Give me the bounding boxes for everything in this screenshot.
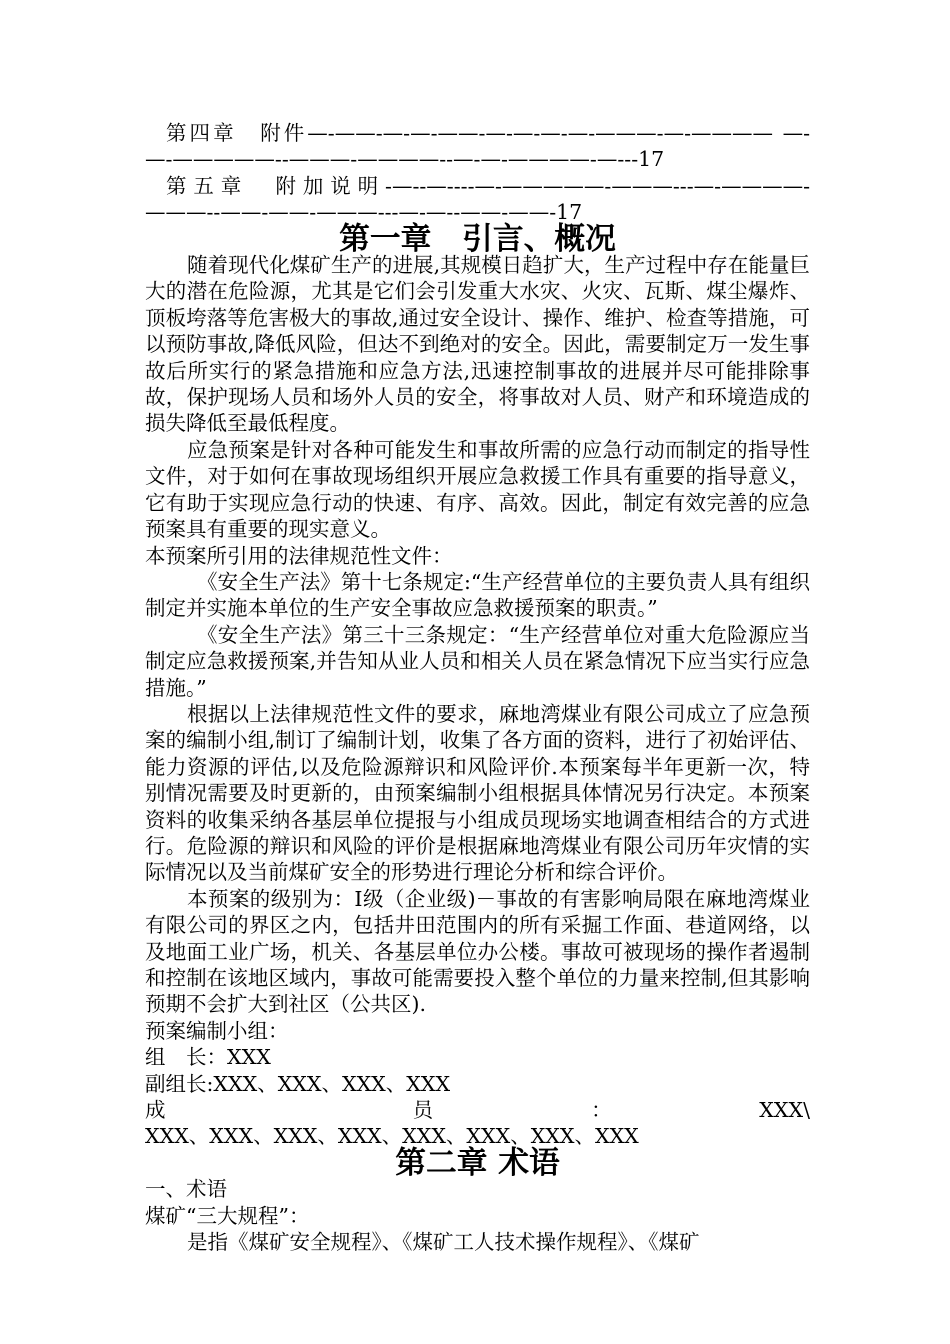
chapter-1-paragraph-3: 根据以上法律规范性文件的要求，麻地湾煤业有限公司成立了应急预案的编制小组,制订了编制计划，收集了各方面的资料，进行了初始评估、能力资源的评估,以及危险源辩识和风险评价.本预案每半年更新一次，特别情况需要及时更新的，由预案编制小组根据具体情况另行决定。本预案资料的收集采纳各基层单位提报与小组成员现场实地调查相结合的方式进行。危险源的辩识和风险的评价是根据麻地湾煤业有限公司历年灾情的实际情况以及当前煤矿安全的形势进行理论分析和综合评价。 xyxy=(145,701,810,885)
law-quote-2: 《安全生产法》第三十三条规定：“生产经营单位对重大危险源应当制定应急救援预案,并告知从业人员和相关人员在紧急情况下应当实行应急措施。” xyxy=(145,622,810,700)
team-members-line-1: 成 员 ： XXX\ xyxy=(145,1098,810,1123)
team-deputy: 副组长:XXX、XXX、XXX、XXX xyxy=(145,1071,451,1096)
chapter-1-title: 第一章 引言、概况 xyxy=(339,220,616,257)
document-page xyxy=(145,120,810,1255)
term-1-text: 是指《煤矿安全规程》、《煤矿工人技术操作规程》、《煤矿 xyxy=(187,1230,700,1255)
team-members-line-2: XXX、XXX、XXX、XXX、XXX、XXX、XXX、XXX xyxy=(145,1124,639,1149)
term-1-title: 煤矿“三大规程”： xyxy=(145,1203,310,1228)
chapter-1-paragraph-1: 随着现代化煤矿生产的进展,其规模日趋扩大，生产过程中存在能量巨大的潜在危险源，尤其是它们会引发重大水灾、火灾、瓦斯、煤尘爆炸、顶板垮落等危害极大的事故,通过安全设计、操作、维护、检查等措施，可以预防事故,降低风险，但达不到绝对的安全。因此，需要制定万一发生事故后所实行的紧急措施和应急方法,迅速控制事故的进展并尽可能排除事故，保护现场人员和场外人员的安全，将事故对人员、财产和环境造成的损失降低至最低程度。 xyxy=(145,253,810,436)
toc-entry-chapter-4: 第四章 附件—-——-—-—-——-—-—-—-—-———-—-———— —-—-—————--———-————--—-—-————-—---17 xyxy=(145,121,810,172)
law-quote-1: 《安全生产法》第十七条规定:“生产经营单位的主要负责人具有组织制定并实施本单位的生产安全事故应急救援预案的职责。” xyxy=(145,569,810,621)
chapter-1-paragraph-4: 本预案的级别为：Ⅰ级（企业级)－事故的有害影响局限在麻地湾煤业有限公司的界区之内，包括井田范围内的所有采掘工作面、巷道网络，以及地面工业广场，机关、各基层单位办公楼。事故可被现场的操作者遏制和控制在该地区域内，事故可能需要投入整个单位的力量来控制,但其影响预期不会扩大到社区（公共区). xyxy=(145,886,810,1017)
toc-entry-chapter-5: 第五章 附加说明-—--—----—-—————-———---—-————-———--——-——-———---—-—--——-——-17 xyxy=(145,173,810,225)
laws-intro: 本预案所引用的法律规范性文件： xyxy=(145,543,453,568)
chapter-2-title: 第二章 术语 xyxy=(395,1144,560,1181)
team-leader: 组 长：XXX xyxy=(145,1045,271,1070)
chapter-1-paragraph-2: 应急预案是针对各种可能发生和事故所需的应急行动而制定的指导性文件，对于如何在事故现场组织开展应急救援工作具有重要的指导意义，它有助于实现应急行动的快速、有序、高效。因此，制定有效完善的应急预案具有重要的现实意义。 xyxy=(145,437,810,542)
chapter-2-section-1: 一、术语 xyxy=(145,1177,227,1202)
team-title: 预案编制小组： xyxy=(145,1018,289,1043)
